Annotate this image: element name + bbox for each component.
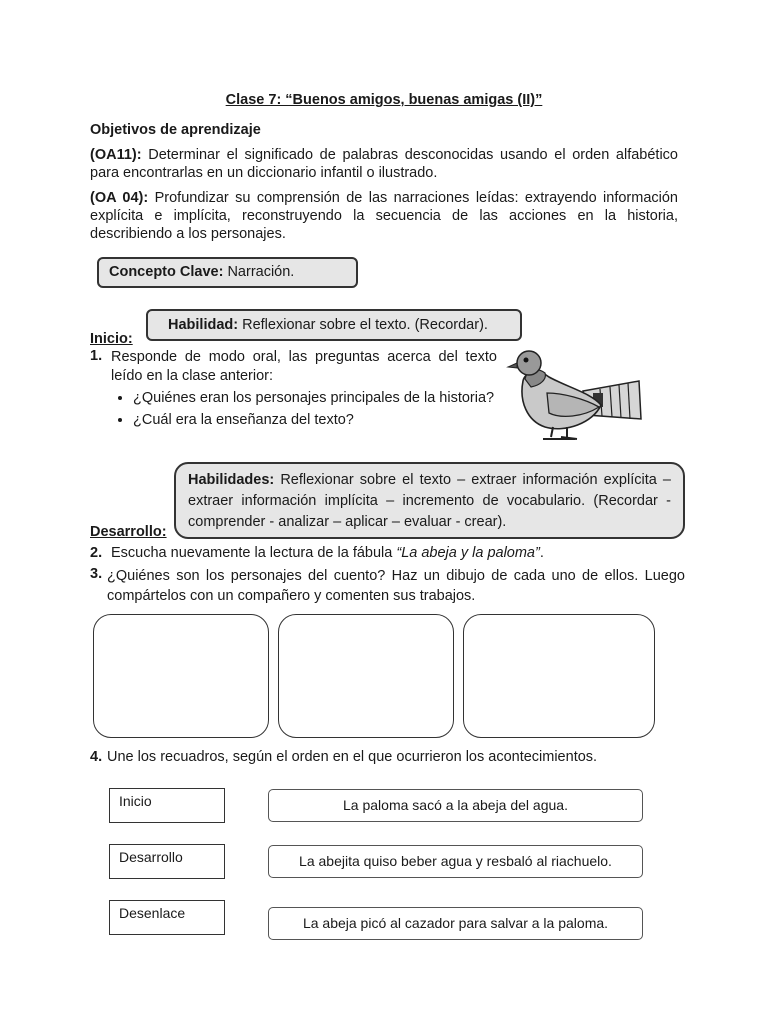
skills-label: Habilidades: [188,472,275,488]
stage-box-desenlace[interactable]: Desenlace [109,900,225,935]
inicio-heading: Inicio: [90,331,133,347]
q1-bullets [113,389,497,433]
q1-text: Responde de modo oral, las preguntas acerca del texto leído en la clase anterior: [111,349,497,384]
q1-number: 1. [90,348,103,364]
concept-value: Narración. [223,264,295,280]
pigeon-illustration [505,343,645,445]
objective-oa11 [90,146,678,182]
skill-label: Habilidad: [168,317,239,333]
skill-text: Reflexionar sobre el texto. (Recordar). [238,317,488,333]
concept-label: Concepto Clave: [109,264,224,280]
skill-box-inicio [146,309,522,341]
skills-box-desarrollo [174,462,685,539]
bullet-item: • ¿Quiénes eran los personajes principales de la historia? [133,389,497,408]
page-title: Clase 7: “Buenos amigos, buenas amigas (II)” [225,92,543,108]
q3-number: 3. [90,566,103,582]
q2-text-a: Escucha nuevamente la lectura de la fábula [111,545,397,561]
desarrollo-heading: Desarrollo: [90,524,167,540]
objectives-heading: Objetivos de aprendizaje [90,122,261,138]
skills-text: Reflexionar sobre el texto – extraer información explícita – extraer información implícita – incremento de vocabulario. (Recordar - comprender - analizar – aplicar – evaluar - crear). [188,472,671,530]
event-box-3[interactable]: La abeja picó al cazador para salvar a la paloma. [268,907,643,940]
concept-box [97,257,358,288]
q2-fable-title: “La abeja y la paloma” [396,545,540,561]
oa04-code: (OA 04): [90,190,149,206]
stage-box-desarrollo[interactable]: Desarrollo [109,844,225,879]
q2-text-b: . [539,545,544,561]
drawing-box-3[interactable] [463,614,655,738]
q4-number: 4. [90,749,103,765]
drawing-box-2[interactable] [278,614,454,738]
stage-box-inicio[interactable]: Inicio [109,788,225,823]
q2-number: 2. [90,545,103,561]
bullet-item: • ¿Cuál era la enseñanza del texto? [133,411,497,430]
q4-text: Une los recuadros, según el orden en el que ocurrieron los acontecimientos. [107,749,598,765]
objective-oa04 [90,189,678,243]
q2-text [111,545,681,561]
event-box-1[interactable]: La paloma sacó a la abeja del agua. [268,789,643,822]
oa11-code: (OA11): [90,147,142,163]
event-box-2[interactable]: La abejita quiso beber agua y resbaló al riachuelo. [268,845,643,878]
drawing-box-1[interactable] [93,614,269,738]
oa11-text: Determinar el significado de palabras desconocidas usando el orden alfabético para encontrarlas en un diccionario infantil o ilustrado. [90,147,678,181]
q3-text: ¿Quiénes son los personajes del cuento? Haz un dibujo de cada uno de ellos. Luego compártelos con un compañero y comenten sus trabajos. [107,568,685,604]
oa04-text: Profundizar su comprensión de las narraciones leídas: extrayendo información explícita e implícita, reconstruyendo la secuencia de las acciones en la historia, describiendo a los personajes. [90,190,679,242]
